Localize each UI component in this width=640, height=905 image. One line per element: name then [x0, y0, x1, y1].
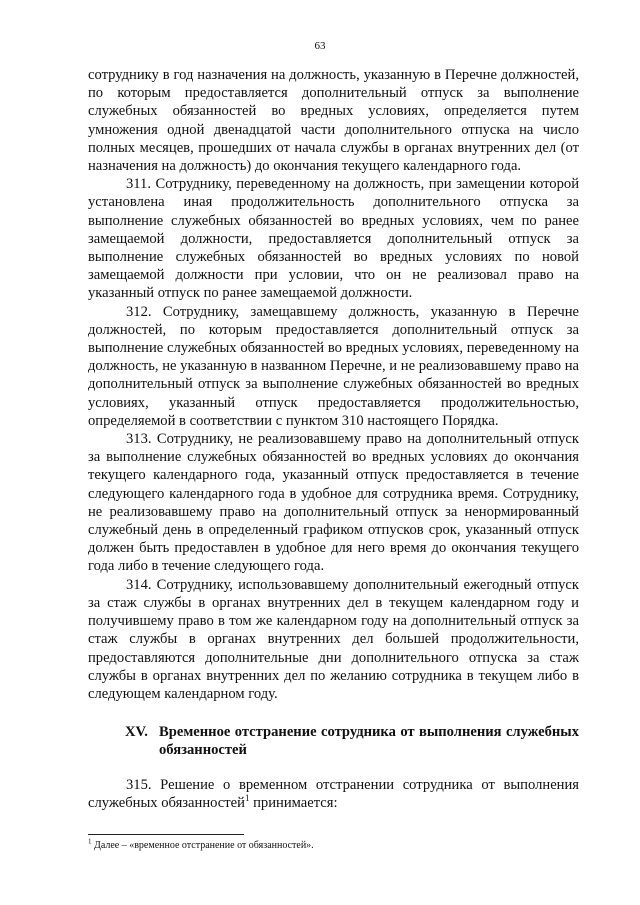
paragraph-continuation: сотруднику в год назначения на должность, указанную в Перечне должностей, по которым предоставляется дополнительный отпуск за выполнение служебных обязанностей во вредных условиях, определяется путем умножения одной двенадцатой части дополнительного отпуска на число полных месяцев, прошедших от начала службы в органах внутренних дел (от назначения на должность) до окончания текущего календарного года. — [88, 67, 579, 175]
section-heading — [88, 723, 579, 759]
paragraph-311: 311. Сотруднику, переведенному на должность, при замещении которой установлена иная продолжительность дополнительного отпуска за выполнение служебных обязанностей во вредных условиях, чем по ранее замещаемой должности, предоставляется дополнительный отпуск за выполнение служебных обязанностей во вредных условиях по новой замещаемой должности при условии, что он не реализовал право на указанный отпуск по ранее замещаемой должности. — [88, 176, 579, 302]
section-number: XV. — [125, 724, 148, 741]
footnote-text: Далее – «временное отстранение от обязанностей». — [91, 840, 314, 851]
footnote-divider — [88, 834, 244, 835]
paragraph-315-ending: принимается: — [249, 794, 338, 811]
paragraph-312: 312. Сотруднику, замещавшему должность, указанную в Перечне должностей, по которым предоставляется дополнительный отпуск за выполнение служебных обязанностей во вредных условиях, переведенному на должность, не указанную в названном Перечне, и не реализовавшему право на дополнительный отпуск за выполнение служебных обязанностей во вредных условиях, указанный отпуск предоставляется продолжительностью, определяемой в соответствии с пунктом 310 настоящего Порядка. — [88, 303, 579, 429]
paragraph-313: 313. Сотруднику, не реализовавшему право на дополнительный отпуск за выполнение служебных обязанностей во вредных условиях до окончания текущего календарного года, указанный отпуск предоставляется в течение следующего календарного года в удобное для сотрудника время. Сотруднику, не реализовавшему право на дополнительный отпуск за ненормированный служебный день в определенный графиком отпусков срок, указанный отпуск должен быть предоставлен в удобное для него время до окончания текущего года либо в течение следующего года. — [88, 431, 579, 575]
document-body — [88, 66, 579, 812]
paragraph-315-text: 315. Решение о временном отстранении сотрудника от выполнения служебных обязанностей — [88, 776, 579, 811]
footnote-reference[interactable]: 1 — [244, 792, 250, 803]
footnote-marker: 1 — [88, 837, 92, 846]
paragraph-314: 314. Сотруднику, использовавшему дополнительный ежегодный отпуск за стаж службы в органах внутренних дел в текущем календарном году и получившему право в том же календарном году на дополнительный отпуск за стаж службы в органах внутренних дел большей продолжительности, предоставляются дополнительные дни дополнительного отпуска за стаж службы в органах внутренних дел по желанию сотрудника в текущем либо в следующем календарном году. — [88, 576, 579, 702]
footnote — [88, 837, 579, 852]
paragraph-315 — [88, 776, 579, 812]
page-number: 63 — [314, 40, 326, 52]
section-title: Временное отстранение сотрудника от выполнения служебных обязанностей — [159, 724, 579, 759]
